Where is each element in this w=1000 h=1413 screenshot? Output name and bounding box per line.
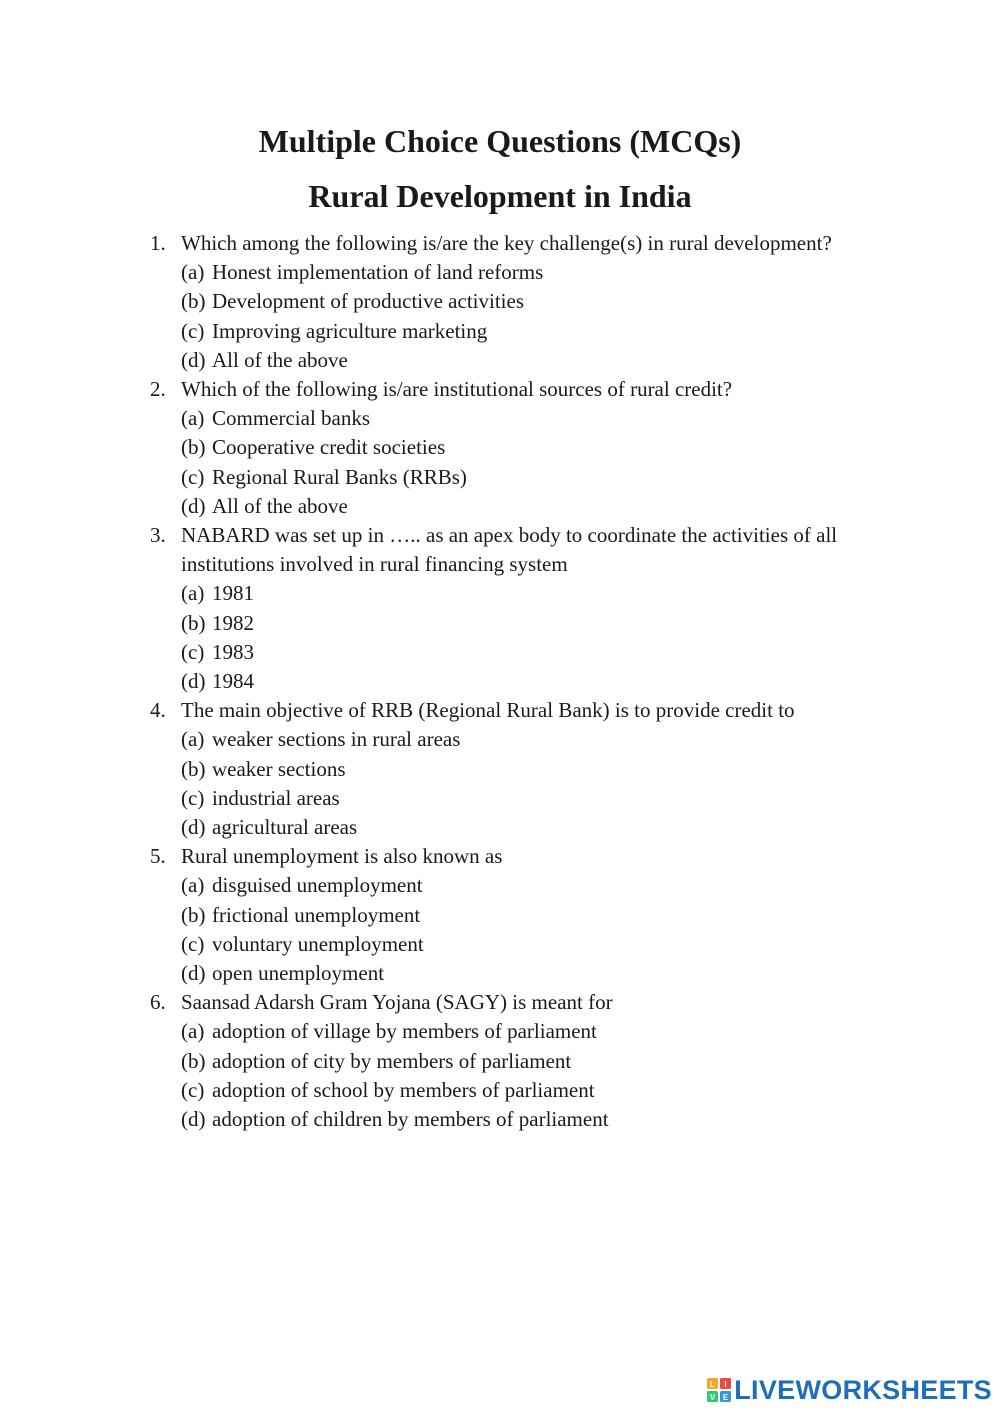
option-letter: (b): [181, 1048, 206, 1073]
option-a[interactable]: [181, 579, 890, 608]
option-text: Cooperative credit societies: [212, 435, 446, 460]
option-list: [181, 725, 890, 842]
question-text: NABARD was set up in ….. as an apex body to coordinate the activities of all institutions involved in rural financing system: [181, 523, 838, 577]
option-letter: (d): [181, 347, 206, 372]
option-text: disguised unemployment: [212, 873, 423, 898]
question-text: Which among the following is/are the key challenge(s) in rural development?: [181, 231, 832, 255]
option-list: [181, 404, 890, 521]
question-2: [150, 375, 890, 521]
option-text: 1981: [212, 581, 254, 606]
question-1: [150, 229, 890, 375]
option-c[interactable]: [181, 930, 890, 959]
option-d[interactable]: [181, 813, 890, 842]
option-list: [181, 871, 890, 988]
option-d[interactable]: [181, 346, 890, 375]
option-letter: (d): [181, 493, 206, 518]
question-6: [150, 988, 890, 1134]
question-number: 3.: [150, 523, 166, 548]
question-4: [150, 696, 890, 842]
option-c[interactable]: [181, 317, 890, 346]
option-b[interactable]: [181, 755, 890, 784]
svg-text:L: L: [710, 1380, 716, 1389]
option-d[interactable]: [181, 492, 890, 521]
question-5: [150, 842, 890, 988]
option-letter: (c): [181, 785, 205, 810]
option-text: adoption of school by members of parliament: [212, 1077, 595, 1102]
question-number: 1.: [150, 231, 166, 255]
option-text: weaker sections: [212, 756, 346, 781]
question-text: The main objective of RRB (Regional Rural Bank) is to provide credit to: [181, 698, 795, 723]
option-text: voluntary unemployment: [212, 931, 424, 956]
option-a[interactable]: [181, 725, 890, 754]
option-letter: (a): [181, 260, 205, 285]
option-text: All of the above: [212, 347, 348, 372]
question-text: Rural unemployment is also known as: [181, 844, 503, 869]
option-b[interactable]: [181, 1047, 890, 1076]
option-c[interactable]: [181, 784, 890, 813]
svg-text:V: V: [710, 1393, 716, 1402]
question-list: [150, 229, 890, 1134]
svg-text:E: E: [723, 1393, 729, 1402]
option-d[interactable]: [181, 1105, 890, 1134]
question-number: 4.: [150, 698, 166, 723]
option-letter: (d): [181, 815, 206, 840]
option-letter: (a): [181, 406, 205, 431]
option-list: [181, 1017, 890, 1134]
option-a[interactable]: [181, 871, 890, 900]
option-letter: (b): [181, 435, 206, 460]
option-text: adoption of village by members of parliament: [212, 1019, 597, 1044]
page-title: Multiple Choice Questions (MCQs): [258, 123, 742, 159]
option-text: All of the above: [212, 493, 348, 518]
option-text: adoption of city by members of parliament: [212, 1048, 572, 1073]
option-a[interactable]: [181, 1017, 890, 1046]
option-letter: (c): [181, 639, 205, 664]
question-number: 2.: [150, 377, 166, 402]
question-text: Saansad Adarsh Gram Yojana (SAGY) is meant for: [181, 990, 613, 1015]
option-c[interactable]: [181, 1076, 890, 1105]
option-letter: (a): [181, 1019, 205, 1044]
option-letter: (a): [181, 873, 205, 898]
option-c[interactable]: [181, 638, 890, 667]
liveworksheets-watermark: [707, 1375, 992, 1405]
option-letter: (d): [181, 961, 206, 986]
option-letter: (c): [181, 318, 205, 343]
option-b[interactable]: [181, 901, 890, 930]
page-subtitle: Rural Development in India: [308, 178, 692, 214]
question-number: 6.: [150, 990, 166, 1015]
option-text: adoption of children by members of parliament: [212, 1107, 609, 1132]
option-a[interactable]: [181, 404, 890, 433]
option-list: [181, 258, 890, 375]
option-text: Honest implementation of land reforms: [212, 260, 544, 285]
option-text: 1982: [212, 610, 254, 635]
option-text: 1984: [212, 669, 254, 694]
question-3: [150, 521, 890, 696]
option-text: agricultural areas: [212, 815, 358, 840]
option-letter: (b): [181, 289, 206, 314]
option-letter: (b): [181, 610, 206, 635]
option-text: open unemployment: [212, 961, 385, 986]
option-b[interactable]: [181, 609, 890, 638]
option-letter: (a): [181, 727, 205, 752]
liveworksheets-wordmark: LIVEWORKSHEETS: [734, 1374, 992, 1405]
option-text: weaker sections in rural areas: [212, 727, 461, 752]
option-letter: (c): [181, 1077, 205, 1102]
option-letter: (a): [181, 581, 205, 606]
option-letter: (c): [181, 931, 205, 956]
option-list: [181, 579, 890, 696]
option-b[interactable]: [181, 433, 890, 462]
option-text: industrial areas: [212, 785, 340, 810]
option-letter: (d): [181, 1107, 206, 1132]
option-text: frictional unemployment: [212, 902, 421, 927]
option-a[interactable]: [181, 258, 890, 287]
option-text: Improving agriculture marketing: [212, 318, 488, 343]
option-text: Regional Rural Banks (RRBs): [212, 464, 467, 489]
liveworksheets-logo-icon: [707, 1378, 731, 1402]
option-letter: (b): [181, 902, 206, 927]
question-text: Which of the following is/are institutional sources of rural credit?: [181, 377, 733, 402]
option-letter: (c): [181, 464, 205, 489]
option-letter: (b): [181, 756, 206, 781]
option-d[interactable]: [181, 959, 890, 988]
option-d[interactable]: [181, 667, 890, 696]
question-number: 5.: [150, 844, 166, 869]
option-letter: (d): [181, 669, 206, 694]
option-b[interactable]: [181, 287, 890, 316]
option-c[interactable]: [181, 463, 890, 492]
option-text: 1983: [212, 639, 254, 664]
option-text: Development of productive activities: [212, 289, 524, 314]
svg-text:I: I: [724, 1380, 727, 1389]
option-text: Commercial banks: [212, 406, 371, 431]
